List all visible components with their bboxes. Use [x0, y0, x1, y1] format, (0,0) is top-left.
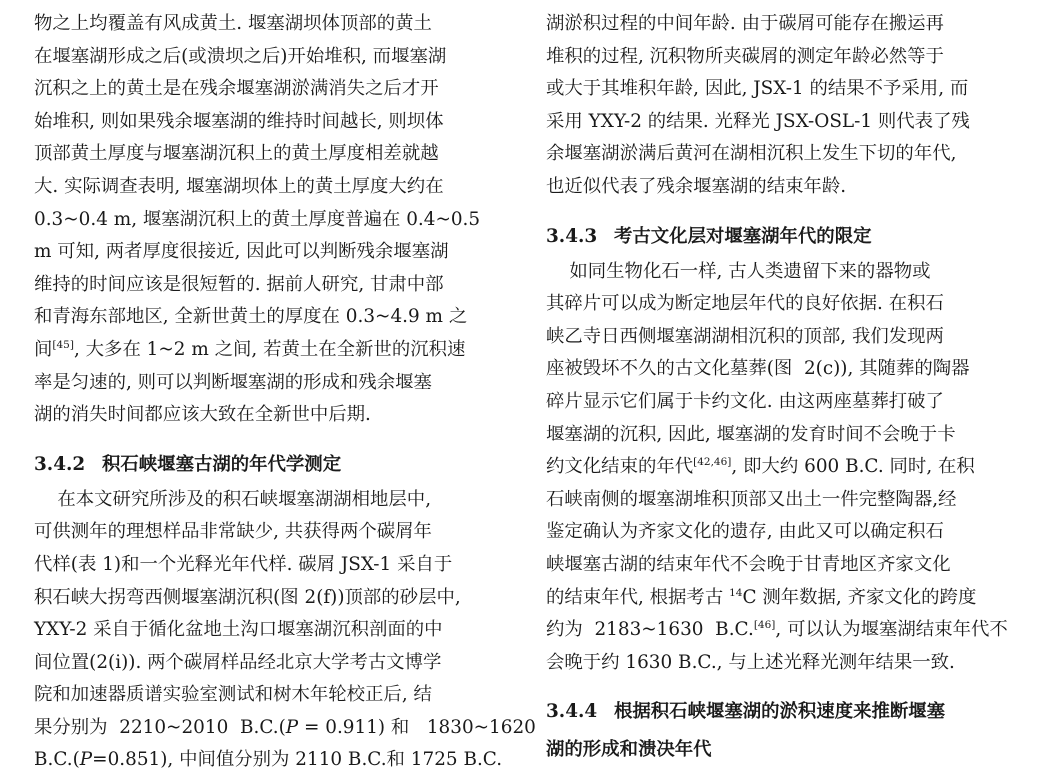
line-text: 始堆积, 则如果残余堰塞湖的维持时间越长, 则坝体	[34, 110, 444, 132]
text-line	[546, 451, 1016, 484]
text-line	[34, 334, 504, 367]
text-line	[546, 288, 1016, 321]
line-text-cont: , 可以认为堰塞湖结束年代不	[775, 619, 1008, 641]
line-text: 如同生物化石一样, 古人类遗留下来的器物或	[546, 260, 931, 282]
section-title: 考古文化层对堰塞湖年代的限定	[614, 225, 872, 247]
left-column	[34, 8, 536, 777]
section-heading	[546, 218, 1016, 256]
line-text: 在堰塞湖形成之后(或溃坝之后)开始堆积, 而堰塞湖	[34, 45, 447, 67]
line-text: 会晚于约 1630 B.C., 与上述光释光测年结果一致.	[546, 651, 955, 673]
italic-symbol: P	[285, 716, 299, 738]
line-text: 维持的时间应该是很短暂的. 据前人研究, 甘肃中部	[34, 273, 444, 295]
text-line	[546, 516, 1016, 549]
line-text: 和青海东部地区, 全新世黄土的厚度在 0.3~4.9 m 之	[34, 306, 468, 328]
line-text-cont: =0.851), 中间值分别为 2110 B.C.和 1725 B.C.	[92, 749, 503, 771]
text-line	[546, 256, 1016, 289]
citation-superscript: [46]	[753, 618, 776, 631]
text-line	[546, 386, 1016, 419]
line-text: 石峡南侧的堰塞湖堆积顶部又出土一件完整陶器,经	[546, 488, 957, 510]
paragraph-gap	[546, 204, 1016, 218]
line-text: 可供测年的理想样品非常缺少, 共获得两个碳屑年	[34, 521, 432, 543]
line-text-cont: , 即大约 600 B.C. 同时, 在积	[731, 456, 975, 478]
text-line	[34, 204, 504, 237]
line-text: 鉴定确认为齐家文化的遗存, 由此又可以确定积石	[546, 521, 944, 543]
text-line	[546, 582, 1016, 615]
line-text: 其碎片可以成为断定地层年代的良好依据. 在积石	[546, 293, 944, 315]
citation-superscript: [45]	[52, 338, 74, 351]
line-text: 物之上均覆盖有风成黄土. 堰塞湖坝体顶部的黄土	[34, 13, 432, 34]
text-line	[34, 744, 504, 777]
text-line	[34, 106, 504, 139]
line-text: 峡堰塞古湖的结束年代不会晚于甘青地区齐家文化	[546, 553, 951, 575]
text-line	[546, 614, 1016, 647]
line-text: 0.3~0.4 m, 堰塞湖沉积上的黄土厚度普遍在 0.4~0.5	[34, 208, 481, 230]
line-text: 果分别为 2210~2010 B.C.(	[34, 716, 286, 738]
line-text: 堰塞湖的沉积, 因此, 堰塞湖的发育时间不会晚于卡	[546, 423, 956, 445]
text-line	[34, 73, 504, 106]
text-line	[34, 647, 504, 680]
text-line	[546, 41, 1016, 74]
section-heading	[546, 693, 1016, 731]
section-number: 3.4.4	[546, 701, 598, 723]
line-text: 在本文研究所涉及的积石峡堰塞湖湖相地层中,	[34, 488, 432, 510]
text-line	[546, 549, 1016, 582]
line-text: 院和加速器质谱实验室测试和树木年轮校正后, 结	[34, 684, 432, 706]
text-line	[34, 582, 504, 615]
text-line	[34, 236, 504, 269]
text-line	[34, 269, 504, 302]
text-line	[34, 484, 504, 517]
text-line	[34, 549, 504, 582]
italic-symbol: P	[79, 749, 93, 771]
text-line	[546, 171, 1016, 204]
text-line	[546, 353, 1016, 386]
section-heading	[546, 731, 1016, 769]
line-text: 峡乙寺日西侧堰塞湖湖相沉积的顶部, 我们发现两	[546, 325, 944, 347]
line-text: 湖的消失时间都应该大致在全新世中后期.	[34, 404, 371, 426]
line-text: 率是匀速的, 则可以判断堰塞湖的形成和残余堰塞	[34, 371, 432, 393]
line-text: 沉积之上的黄土是在残余堰塞湖淤满消失之后才开	[34, 78, 439, 100]
section-title: 根据积石峡堰塞湖的淤积速度来推断堰塞	[614, 701, 946, 723]
line-text: 约为 2183~1630 B.C.	[546, 619, 754, 641]
text-line	[34, 8, 504, 41]
text-line	[34, 138, 504, 171]
section-heading	[34, 446, 504, 484]
line-text: 约文化结束的年代	[546, 456, 694, 478]
line-text: 间	[34, 338, 53, 360]
line-text: 也近似代表了残余堰塞湖的结束年龄.	[546, 175, 847, 197]
line-text-cont: , 大多在 1~2 m 之间, 若黄土在全新世的沉积速	[73, 338, 466, 360]
line-text: 堆积的过程, 沉积物所夹碳屑的测定年龄必然等于	[546, 45, 944, 67]
text-line	[34, 367, 504, 400]
section-title: 积石峡堰塞古湖的年代学测定	[102, 453, 342, 475]
line-text-cont: = 0.911) 和 1830~1620	[298, 716, 536, 738]
text-line	[546, 321, 1016, 354]
line-text: B.C.(	[34, 749, 80, 771]
paragraph-gap	[34, 432, 504, 446]
text-line	[34, 301, 504, 334]
line-text: 余堰塞湖淤满后黄河在湖相沉积上发生下切的年代,	[546, 143, 957, 165]
line-text: 间位置(2(i)). 两个碳屑样品经北京大学考古文博学	[34, 651, 442, 673]
text-line	[546, 138, 1016, 171]
line-text: 湖淤积过程的中间年龄. 由于碳屑可能存在搬运再	[546, 13, 944, 34]
text-line	[546, 106, 1016, 139]
text-line	[546, 73, 1016, 106]
line-text: 的结束年代, 根据考古	[546, 586, 730, 608]
text-line	[546, 647, 1016, 680]
right-column	[546, 8, 1016, 769]
text-line	[34, 399, 504, 432]
line-text: 采用 YXY-2 的结果. 光释光 JSX-OSL-1 则代表了残	[546, 110, 970, 132]
text-line	[34, 516, 504, 549]
section-number: 3.4.3	[546, 225, 598, 247]
text-line	[34, 171, 504, 204]
text-line	[34, 41, 504, 74]
line-text: 积石峡大拐弯西侧堰塞湖沉积(图 2(f))顶部的砂层中,	[34, 586, 461, 608]
paragraph-gap	[546, 679, 1016, 693]
line-text: 座被毁坏不久的古文化墓葬(图 2(c)), 其随葬的陶器	[546, 358, 970, 380]
text-line	[546, 484, 1016, 517]
line-text: YXY-2 采自于循化盆地土沟口堰塞湖沉积剖面的中	[34, 619, 443, 641]
text-line	[546, 419, 1016, 452]
citation-superscript: 14	[729, 586, 743, 599]
section-number: 3.4.2	[34, 453, 86, 475]
line-text: 顶部黄土厚度与堰塞湖沉积上的黄土厚度相差就越	[34, 143, 439, 165]
line-text-cont: C 测年数据, 齐家文化的跨度	[742, 586, 977, 608]
citation-superscript: [42,46]	[693, 456, 732, 468]
line-text: m 可知, 两者厚度很接近, 因此可以判断残余堰塞湖	[34, 241, 449, 263]
line-text: 碎片显示它们属于卡约文化. 由这两座墓葬打破了	[546, 390, 944, 412]
line-text: 代样(表 1)和一个光释光年代样. 碳屑 JSX-1 采自于	[34, 553, 453, 575]
line-text: 大. 实际调查表明, 堰塞湖坝体上的黄土厚度大约在	[34, 175, 444, 197]
text-line	[34, 679, 504, 712]
text-line	[546, 8, 1016, 41]
text-line	[34, 614, 504, 647]
line-text: 或大于其堆积年龄, 因此, JSX-1 的结果不予采用, 而	[546, 78, 969, 100]
text-line	[34, 712, 536, 745]
section-title: 湖的形成和溃决年代	[546, 739, 712, 761]
